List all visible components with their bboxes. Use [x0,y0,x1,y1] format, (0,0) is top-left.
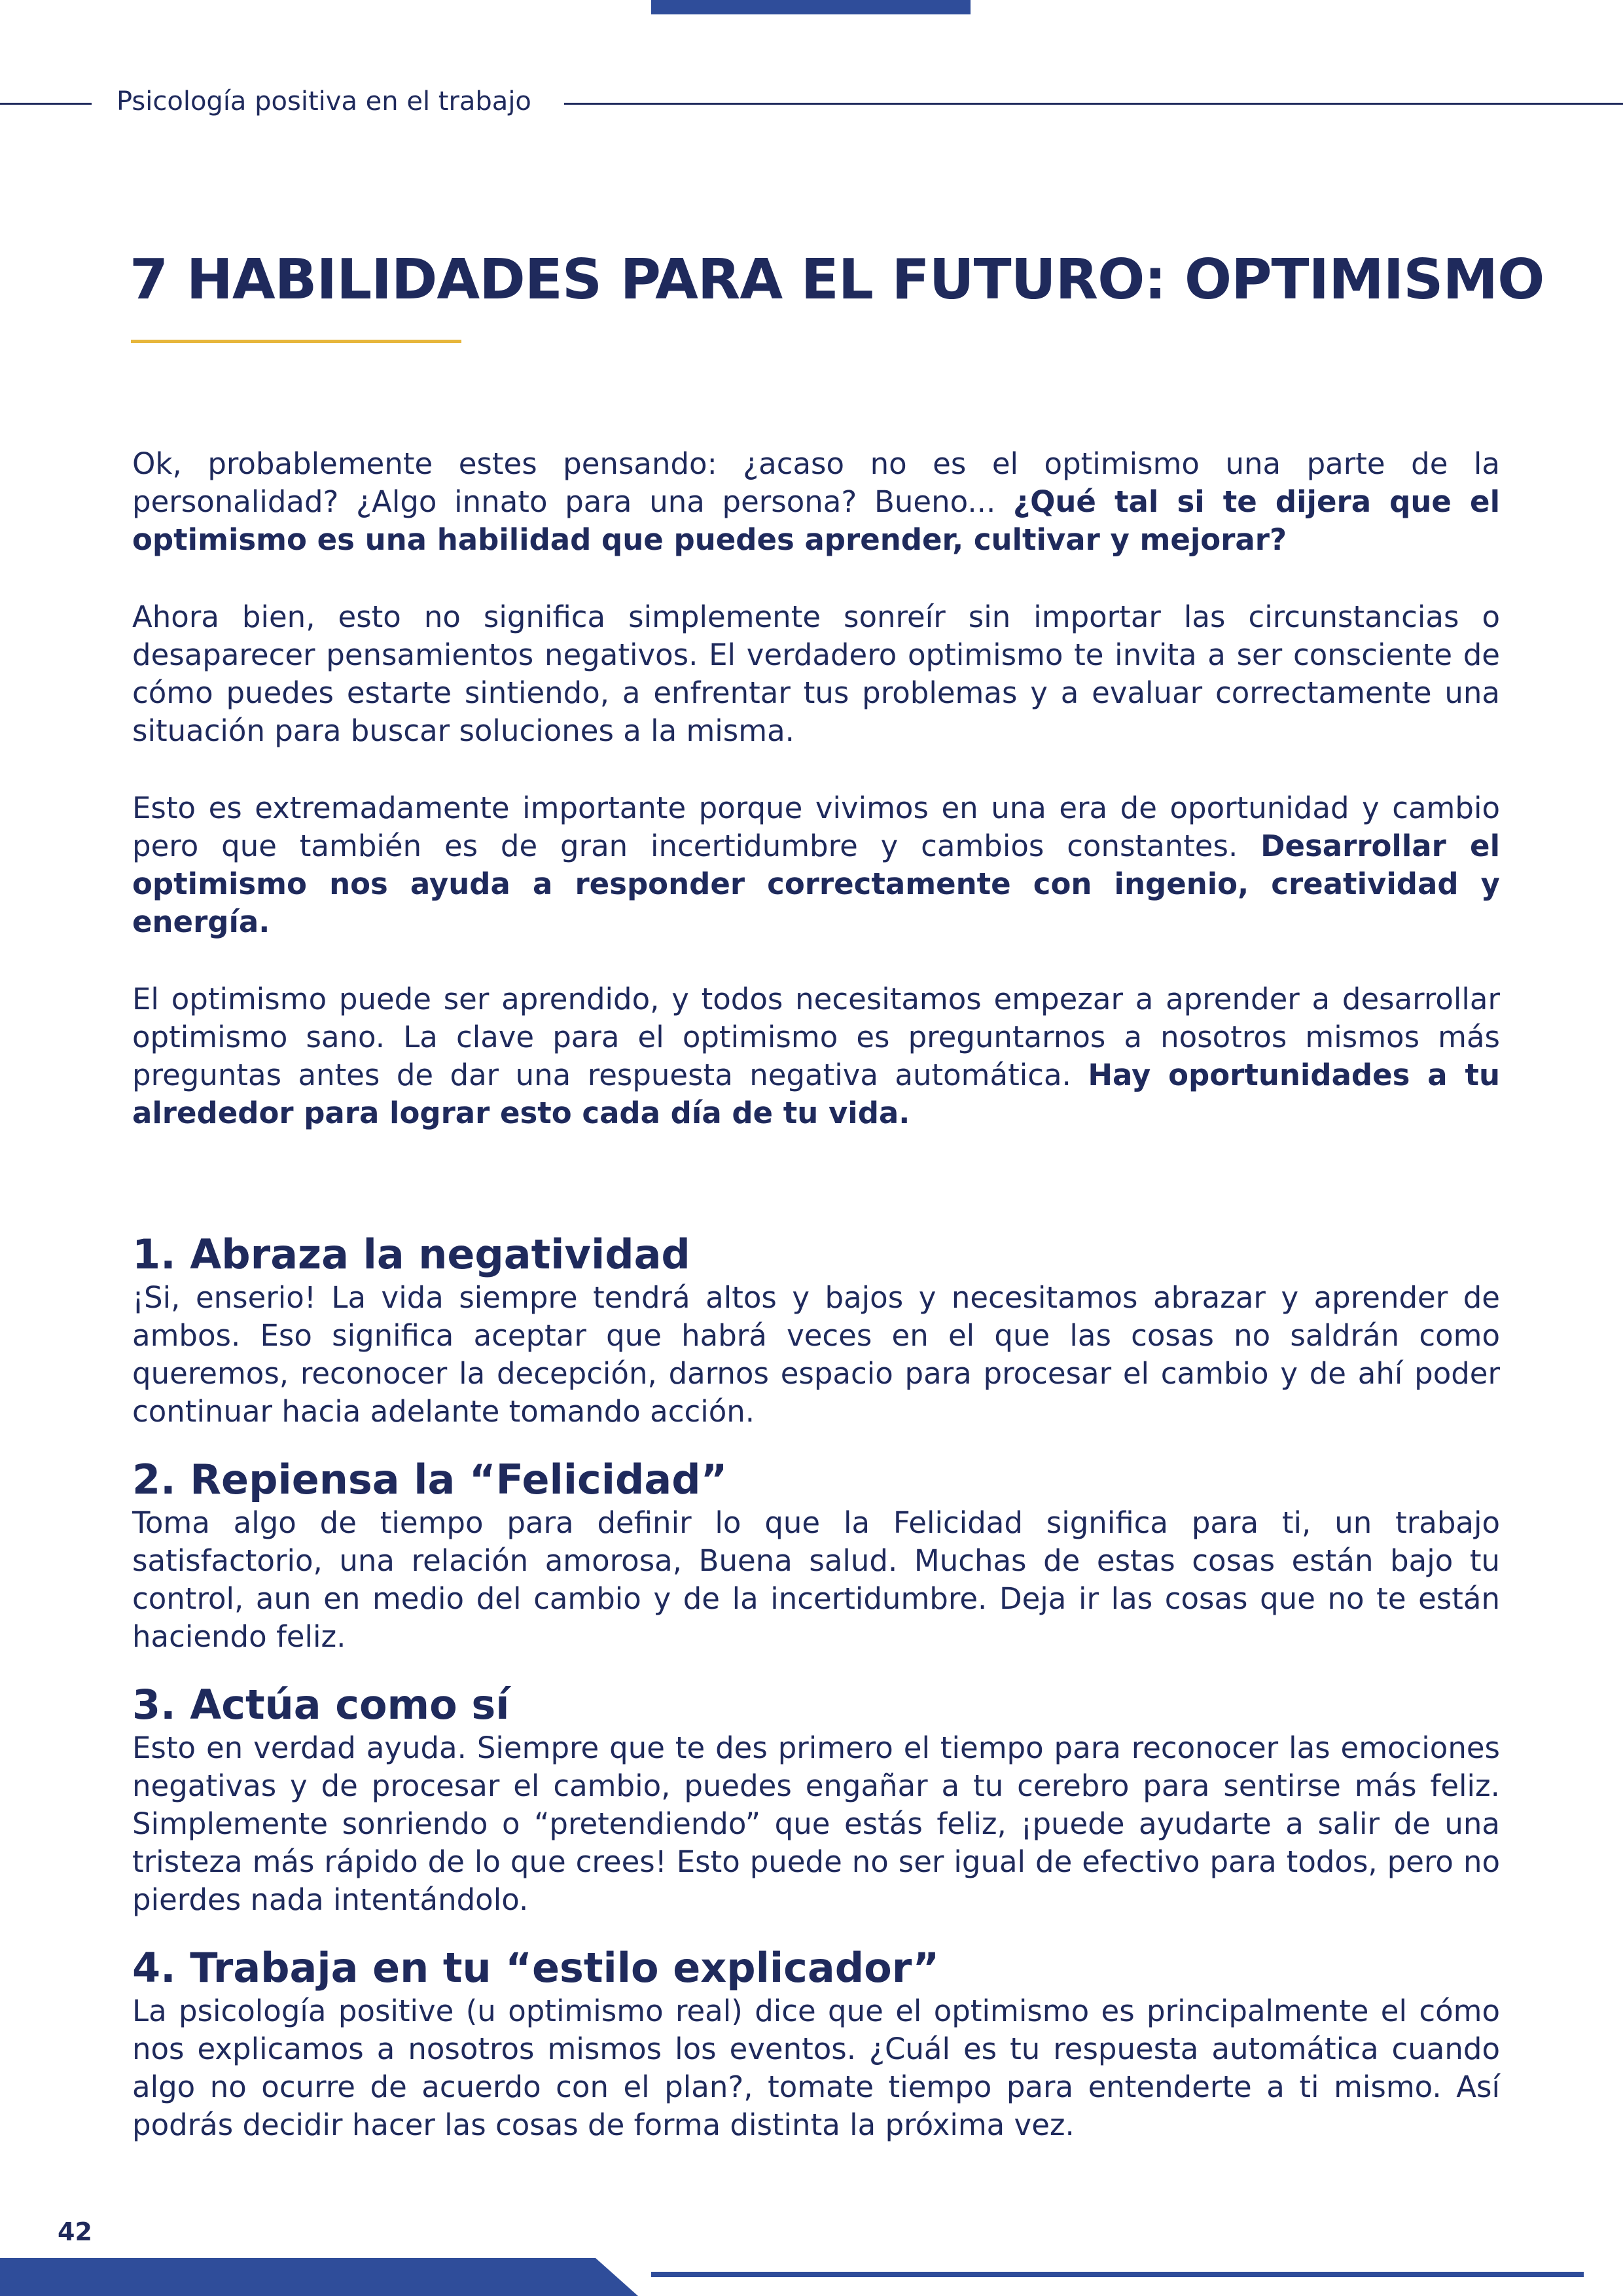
skill-body: ¡Si, enserio! La vida siempre tendrá altos y bajos y necesitamos abrazar y aprender de ambos. Eso significa aceptar que habrá veces en el que las cosas no saldrán como queremos, reconocer la decepción, darnos espacio para procesar el cambio y de ahí poder continuar hacia adelante tomando acción. [132,1280,1500,1429]
page-number: 42 [58,2217,92,2246]
paragraph-2 [132,598,1500,750]
paragraph-3-text: Esto es extremadamente importante porque vivimos en una era de oportunidad y cambio pero que también es de gran incertidumbre y cambios constantes. [132,791,1500,863]
paragraph-3-bold: Desarrollar el optimismo nos ayuda a responder correctamente con ingenio, creatividad y energía. [132,829,1500,939]
paragraph-1-bold: ¿Qué tal si te dijera que el optimismo es una habilidad que puedes aprender, cultivar y mejorar? [132,484,1500,557]
skill-section-1 [132,1230,1500,1431]
page-title: 7 HABILIDADES PARA EL FUTURO: OPTIMISMO [130,247,1544,312]
skill-body: La psicología positive (u optimismo real) dice que el optimismo es principalmente el cómo nos explicamos a nosotros mismos los eventos. ¿Cuál es tu respuesta automática cuando algo no ocurre de acuerdo con el plan?, tomate tiempo para entenderte a ti mismo. Así podrás decidir hacer las cosas de forma distinta la próxima vez. [132,1994,1500,2142]
footer-accent-shape [0,2258,641,2296]
title-underline [131,340,461,343]
skill-section-2 [132,1456,1500,1656]
header-rule-right [564,103,1623,105]
paragraph-4-bold: Hay oportunidades a tu alrededor para lograr esto cada día de tu vida. [132,1058,1501,1130]
main-content [132,445,1500,2169]
skills-list [132,1230,1500,2144]
running-header: Psicología positiva en el trabajo [116,86,531,117]
skill-heading: 3. Actúa como sí [132,1681,510,1729]
paragraph-1 [132,445,1500,559]
footer-rule [651,2272,1584,2277]
paragraph-1-text: Ok, probablemente estes pensando: ¿acaso no es el optimismo una parte de la personalidad? ¿Algo innato para una persona? Bueno... [132,446,1500,519]
skill-heading: 1. Abraza la negatividad [132,1230,690,1278]
skill-body: Esto en verdad ayuda. Siempre que te des primero el tiempo para reconocer las emociones negativas y de procesar el cambio, puedes engañar a tu cerebro para sentirse más feliz. Simplemente sonriendo o “pretendiendo” que estás feliz, ¡puede ayudarte a salir de una tristeza más rápido de lo que crees! Esto puede no ser igual de efectivo para todos, pero no pierdes nada intentándolo. [132,1731,1500,1917]
skill-section-3 [132,1681,1500,1919]
header-rule-left [0,103,92,105]
skill-heading: 2. Repiensa la “Felicidad” [132,1456,728,1503]
top-accent-bar [651,0,971,14]
skill-section-4 [132,1944,1500,2144]
paragraph-4-text: El optimismo puede ser aprendido, y todos necesitamos empezar a aprender a desarrollar optimismo sano. La clave para el optimismo es preguntarnos a nosotros mismos más preguntas antes de dar una respuesta negativa automática. [132,982,1500,1092]
paragraph-4 [132,980,1500,1132]
paragraph-3 [132,789,1500,941]
paragraph-2-text: Ahora bien, esto no significa simplemente sonreír sin importar las circunstancias o desaparecer pensamientos negativos. El verdadero optimismo te invita a ser consciente de cómo puedes estarte sintiendo, a enfrentar tus problemas y a evaluar correctamente una situación para buscar soluciones a la misma. [132,600,1500,748]
skill-heading: 4. Trabaja en tu “estilo explicador” [132,1944,940,1992]
skill-body: Toma algo de tiempo para definir lo que la Felicidad significa para ti, un trabajo satisfactorio, una relación amorosa, Buena salud. Muchas de estas cosas están bajo tu control, aun en medio del cambio y de la incertidumbre. Deja ir las cosas que no te están haciendo feliz. [132,1505,1500,1654]
